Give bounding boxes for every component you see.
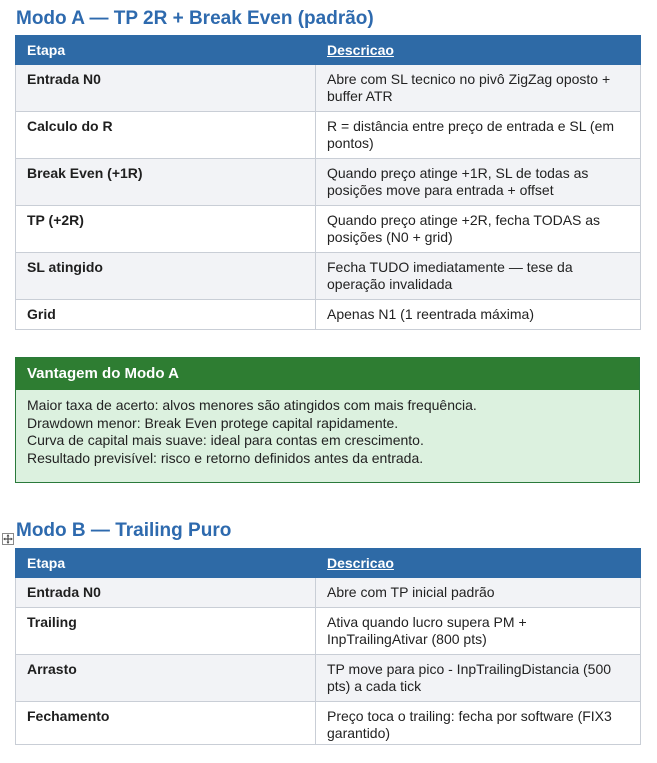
description-cell: Abre com SL tecnico no pivô ZigZag oposto + buffer ATR	[316, 65, 641, 112]
mode-b-table	[15, 548, 641, 745]
advantage-callout	[15, 357, 640, 483]
callout-line: Resultado previsível: risco e retorno definidos antes da entrada.	[27, 449, 424, 466]
step-cell: Calculo do R	[16, 112, 316, 159]
column-header-step: Etapa	[16, 36, 316, 65]
table-row	[16, 253, 641, 300]
description-cell: Abre com TP inicial padrão	[316, 578, 641, 608]
section-title-mode-b: Modo B — Trailing Puro	[16, 520, 232, 541]
column-header-description: Descricao	[316, 549, 641, 578]
description-cell: R = distância entre preço de entrada e SL (em pontos)	[316, 112, 641, 159]
table-row	[16, 300, 641, 330]
move-arrows-icon[interactable]	[2, 533, 14, 545]
description-cell: Preço toca o trailing: fecha por software (FIX3 garantido)	[316, 702, 641, 745]
table-row	[16, 159, 641, 206]
callout-line: Maior taxa de acerto: alvos menores são atingidos com mais frequência.	[27, 397, 477, 413]
table-row	[16, 206, 641, 253]
description-cell: Apenas N1 (1 reentrada máxima)	[316, 300, 641, 330]
table-row	[16, 608, 641, 655]
column-header-step: Etapa	[16, 549, 316, 578]
step-cell: Entrada N0	[16, 65, 316, 112]
step-cell: Entrada N0	[16, 578, 316, 608]
column-header-description: Descricao	[316, 36, 641, 65]
description-cell: Ativa quando lucro supera PM + InpTrailingAtivar (800 pts)	[316, 608, 641, 655]
table-row	[16, 655, 641, 702]
step-cell: Arrasto	[16, 655, 316, 702]
table-row	[16, 112, 641, 159]
description-cell: TP move para pico - InpTrailingDistancia (500 pts) a cada tick	[316, 655, 641, 702]
step-cell: Fechamento	[16, 702, 316, 745]
table-row	[16, 578, 641, 608]
description-cell: Quando preço atinge +1R, SL de todas as posições move para entrada + offset	[316, 159, 641, 206]
table-row	[16, 65, 641, 112]
step-cell: Trailing	[16, 608, 316, 655]
callout-body	[16, 390, 639, 467]
step-cell: Break Even (+1R)	[16, 159, 316, 206]
mode-a-table	[15, 35, 641, 330]
step-cell: Grid	[16, 300, 316, 330]
callout-line: Curva de capital mais suave: ideal para contas em crescimento.	[27, 432, 424, 448]
step-cell: SL atingido	[16, 253, 316, 300]
callout-line: Drawdown menor: Break Even protege capital rapidamente.	[27, 414, 399, 431]
description-cell: Quando preço atinge +2R, fecha TODAS as posições (N0 + grid)	[316, 206, 641, 253]
callout-title: Vantagem do Modo A	[16, 358, 639, 390]
step-cell: TP (+2R)	[16, 206, 316, 253]
description-cell: Fecha TUDO imediatamente — tese da operação invalidada	[316, 253, 641, 300]
table-row	[16, 702, 641, 745]
section-title-mode-a: Modo A — TP 2R + Break Even (padrão)	[16, 8, 374, 29]
